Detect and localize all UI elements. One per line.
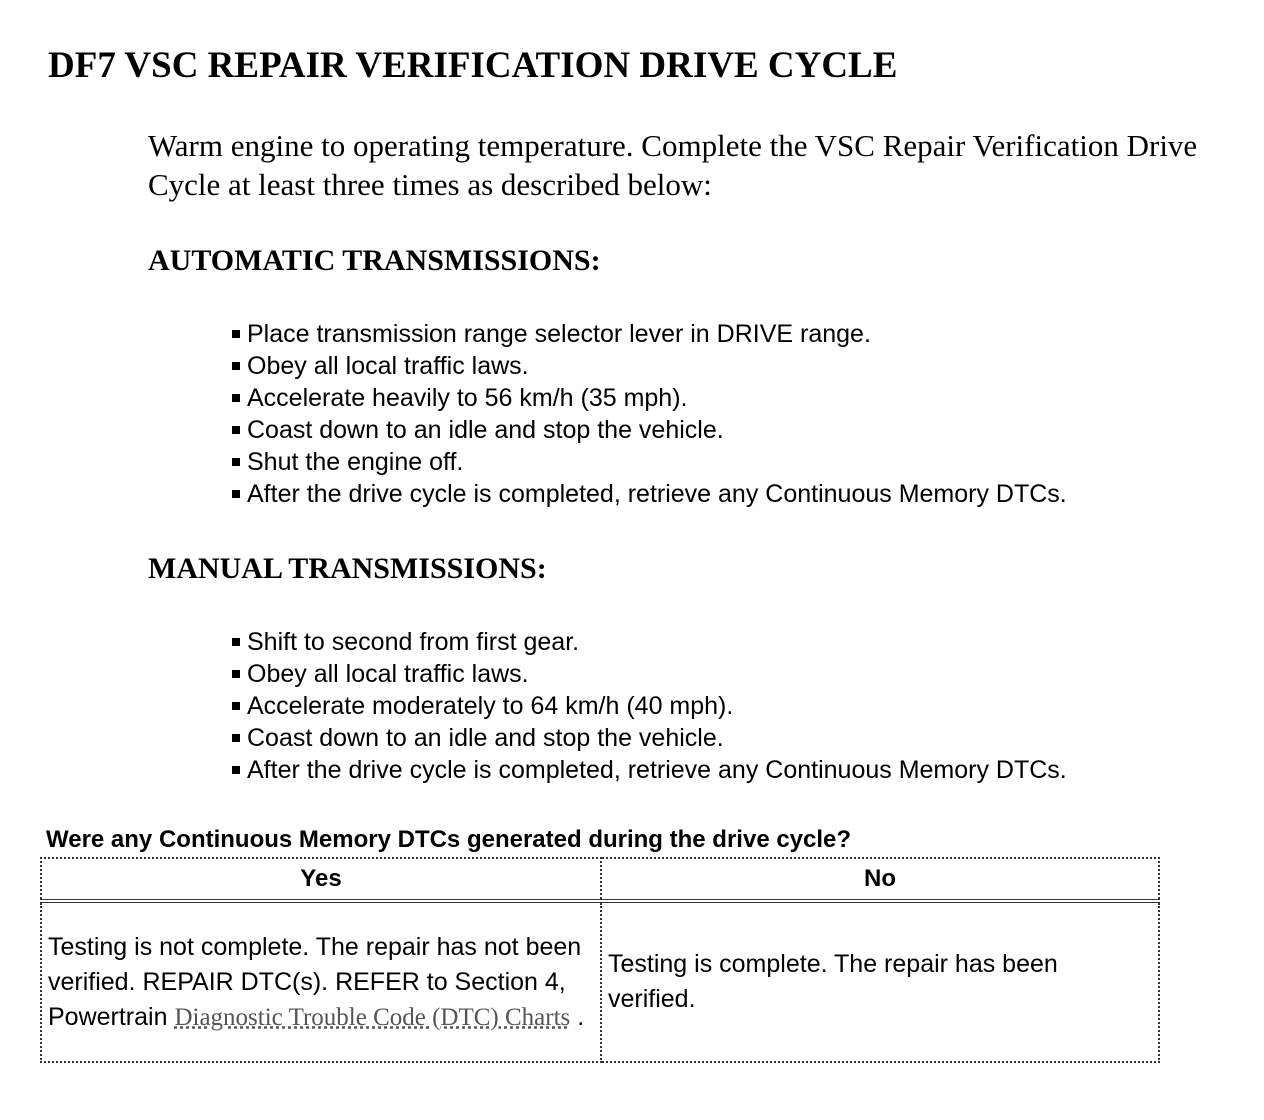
step-text: Place transmission range selector lever in DRIVE range. [247,320,871,348]
no-column-header: No [601,858,1159,901]
automatic-steps-list [232,318,1067,510]
automatic-transmissions-heading: AUTOMATIC TRANSMISSIONS: [148,244,601,277]
step-text: Coast down to an idle and stop the vehicle. [247,724,724,752]
table-row [41,901,1159,1062]
list-item [232,478,1067,510]
square-bullet-icon [232,394,240,402]
square-bullet-icon [232,766,240,774]
list-item [232,382,1067,414]
result-table [40,857,1160,1063]
square-bullet-icon [232,638,240,646]
square-bullet-icon [232,490,240,498]
step-text: Shut the engine off. [247,448,464,476]
square-bullet-icon [232,362,240,370]
yes-cell-text: Testing is not complete. The repair has not been verified. REPAIR DTC(s). REFER to Section 4, Powertrain [48,932,582,1031]
table-header-row [41,858,1159,901]
yes-column-header: Yes [41,858,601,901]
square-bullet-icon [232,702,240,710]
square-bullet-icon [232,330,240,338]
step-text: Accelerate moderately to 64 km/h (40 mph). [247,692,734,720]
manual-transmissions-heading: MANUAL TRANSMISSIONS: [148,552,547,585]
intro-paragraph: Warm engine to operating temperature. Complete the VSC Repair Verification Drive Cycle at least three times as described below: [148,128,1198,202]
step-text: Obey all local traffic laws. [247,660,529,688]
step-text: Shift to second from first gear. [247,628,580,656]
square-bullet-icon [232,734,240,742]
square-bullet-icon [232,426,240,434]
step-text: After the drive cycle is completed, retrieve any Continuous Memory DTCs. [247,756,1067,784]
list-item [232,626,1067,658]
step-text: Coast down to an idle and stop the vehicle. [247,416,724,444]
list-item [232,414,1067,446]
square-bullet-icon [232,458,240,466]
step-text: After the drive cycle is completed, retrieve any Continuous Memory DTCs. [247,480,1067,508]
manual-steps-list [232,626,1067,786]
list-item [232,754,1067,786]
page-title: DF7 VSC REPAIR VERIFICATION DRIVE CYCLE [48,45,898,86]
square-bullet-icon [232,670,240,678]
dtc-charts-link[interactable]: Diagnostic Trouble Code (DTC) Charts [174,1003,571,1031]
no-cell: Testing is complete. The repair has been verified. [601,901,1159,1062]
list-item [232,318,1067,350]
list-item [232,658,1067,690]
list-item [232,722,1067,754]
yes-cell [41,901,601,1062]
list-item [232,350,1067,382]
step-text: Accelerate heavily to 56 km/h (35 mph). [247,384,688,412]
step-text: Obey all local traffic laws. [247,352,529,380]
list-item [232,446,1067,478]
list-item [232,690,1067,722]
dtc-question: Were any Continuous Memory DTCs generated during the drive cycle? [46,826,852,853]
yes-cell-suffix: . [570,1002,585,1031]
